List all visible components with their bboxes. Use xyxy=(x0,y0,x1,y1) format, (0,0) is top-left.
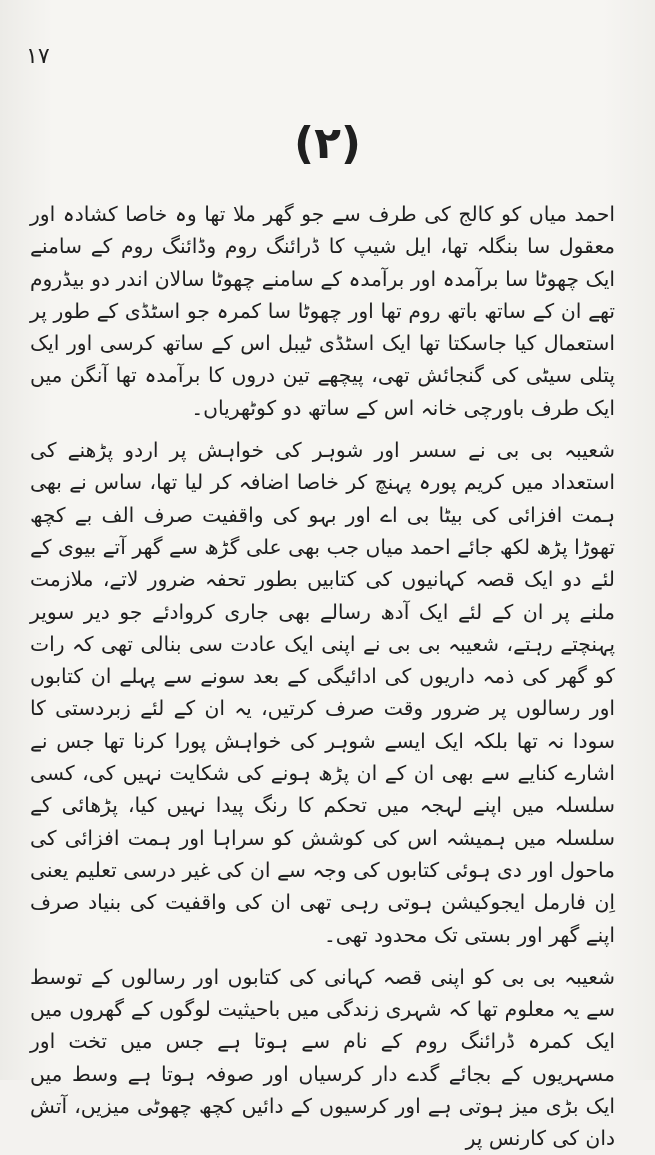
paragraph: شعیبہ بی بی نے سسر اور شوہر کی خواہش پر اردو پڑھنے کی استعداد میں کریم پورہ پہنچ کر خاصا اضافہ کر لیا تھا، ساس نے بھی ہمت افزائی کی بیٹا بی اے اور بہو کی واقفیت صرف الف بے کچھ تھوڑا پڑھ لکھ جائے احمد میاں جب بھی علی گڑھ سے گھر آتے بیوی کے لئے دو ایک قصہ کہانیوں کی کتابیں بطور تحفہ ضرور لاتے، ملازمت ملنے پر ان کے لئے ایک آدھ رسالے بھی جاری کروادئے جو دیر سویر پہنچتے رہتے، شعیبہ بی بی نے اپنی ایک عادت سی بنالی تھی کہ رات کو گھر کی ذمہ داریوں کی ادائیگی کے بعد سونے سے پہلے ان کتابوں اور رسالوں پر ضرور وقت صرف کرتیں، یہ ان کے لئے زبردستی کا سودا نہ تھا بلکہ ایک ایسے شوہر کی خواہش پورا کرنا تھا جس نے اشارے کنایے سے بھی ان کے ان پڑھ ہونے کی شکایت نہیں کی، کسی سلسلہ میں اپنے لہجہ میں تحکم کا رنگ پیدا نہیں کیا، پڑھائی کے سلسلہ میں ہمیشہ اس کی کوشش کو سراہا اور ہمت افزائی کی ماحول اور دی ہوئی کتابوں کی وجہ سے ان کی غیر درسی تعلیم یعنی اِن فارمل ایجوکیشن ہوتی رہی تھی ان کی واقفیت کی بنیاد صرف اپنے گھر اور بستی تک محدود تھی۔ xyxy=(30,438,615,947)
body-text xyxy=(30,198,615,1155)
paragraph: شعیبہ بی بی کو اپنی قصہ کہانی کی کتابوں اور رسالوں کے توسط سے یہ معلوم تھا کہ شہری زندگی میں باحیثیت لوگوں کے گھروں میں ایک کمرہ ڈرائنگ روم کے نام سے ہوتا ہے جس میں تخت اور مسہریوں کے بجائے گدے دار کرسیاں اور صوفہ ہوتا ہے وسط میں ایک بڑی میز ہوتی ہے اور کرسیوں کے دائیں کچھ چھوٹی میزیں، آتش دان کی کارنس پر xyxy=(30,964,615,1151)
paragraph: احمد میاں کو کالج کی طرف سے جو گھر ملا تھا وہ خاصا کشادہ اور معقول سا بنگلہ تھا، ایل شیپ کا ڈرائنگ روم وڈائنگ روم کے سامنے ایک چھوٹا سا برآمدہ اور برآمدہ کے سامنے چھوٹا سالان اندر دو بیڈروم تھے ان کے ساتھ باتھ روم تھا اور چھوٹا سا کمرہ جو اسٹڈی کے طور پر استعمال کیا جاسکتا تھا ایک اسٹڈی ٹیبل اس کے ساتھ کرسی اور ایک پتلی سیٹی کی گنجائش تھی، پیچھے تین دروں کا برآمدہ تھا آنگن میں ایک طرف باورچی خانہ اس کے ساتھ دو کوٹھریاں۔ xyxy=(30,202,615,420)
page-number: ۱۷ xyxy=(26,44,50,69)
chapter-heading: (۲) xyxy=(293,118,362,169)
